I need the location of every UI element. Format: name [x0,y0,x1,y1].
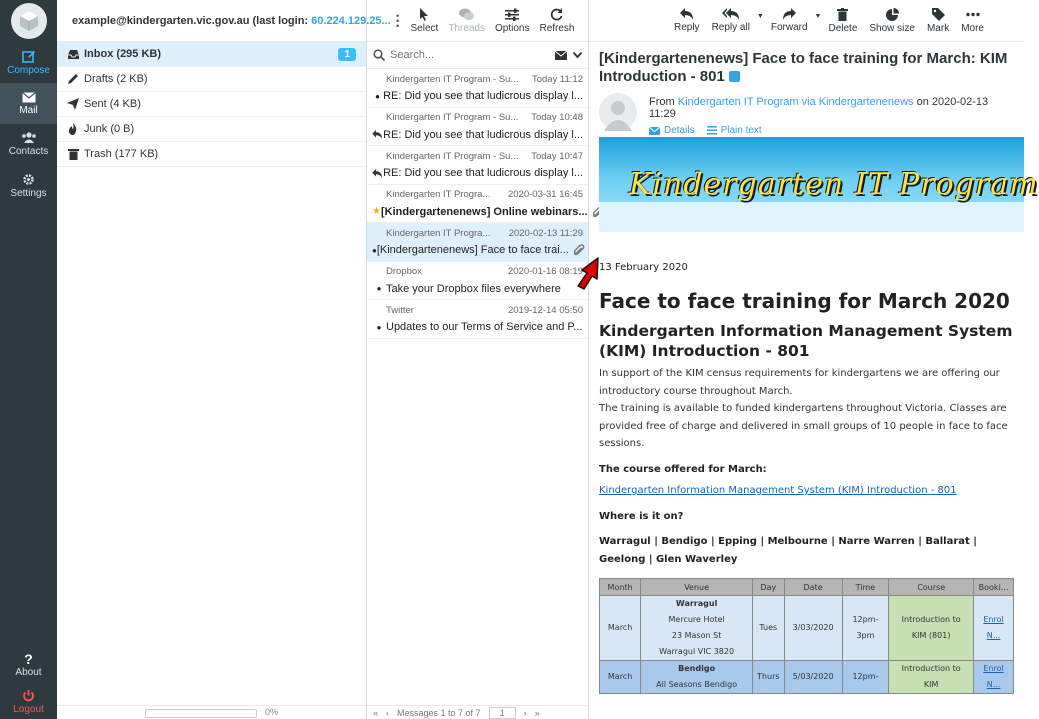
folder-name: Drafts [84,73,114,85]
pencil-icon [65,73,81,85]
message-subject: RE: Did you see that ludicrous display l... [383,167,583,179]
nav-mail[interactable] [0,83,57,124]
cell-day: Tues [753,596,784,661]
folder-size: (295 KB) [116,48,162,60]
cell-venue [641,661,753,694]
table-header: Booki... [974,579,1014,596]
message-status [372,284,386,293]
from-prefix: From [649,96,678,108]
plain-text-label: Plain text [720,125,762,136]
prev-page-icon[interactable]: ‹ [386,707,390,718]
account-menu-icon[interactable]: ⋮ [390,12,405,28]
last-page-icon[interactable]: » [534,707,540,718]
cell-booking [974,596,1014,661]
details-label: Details [664,125,695,136]
schedule-table [599,578,1014,694]
nav-settings-label: Settings [10,187,47,199]
mail-icon [22,92,36,103]
reply-all-button[interactable] [707,0,755,42]
show-size-label: Show size [869,22,915,34]
forward-button[interactable] [766,0,813,42]
next-page-icon[interactable]: › [523,707,527,718]
newsletter-date: 13 February 2020 [599,262,688,273]
message-date: 2020-03-31 16:45 [507,189,583,200]
course-heading: The course offered for March: [599,463,767,475]
table-header: Day [753,579,784,596]
cell-month: March [600,661,641,694]
cell-venue [641,596,753,661]
quota-footer [57,705,366,719]
message-status [372,323,386,332]
delete-button[interactable] [823,0,862,42]
last-login-prefix: (last login: [249,14,312,27]
folder-trash[interactable] [57,142,366,167]
venue-name: Bendigo [678,664,716,673]
nav-compose[interactable] [0,42,57,83]
folder-drafts[interactable] [57,67,366,92]
message-subject: RE: Did you see that ludicrous display l... [383,128,583,141]
unread-dot-icon[interactable]: ● [375,91,380,101]
course-link[interactable]: Kindergarten Information Management System (KIM) Introduction - 801 [599,485,957,496]
fire-icon [65,123,81,135]
venue-line: All Seasons Bendigo [656,680,738,689]
delete-label: Delete [828,22,858,34]
user-silhouette-icon [599,93,637,131]
message-list-item[interactable] [367,108,588,147]
select-label: Select [410,22,439,34]
table-header: Course [889,579,974,596]
refresh-icon [550,8,563,21]
reply-label: Reply [673,22,700,33]
cell-course: Introduction to KIM (801) [889,596,974,661]
quota-percent: 0% [265,707,279,717]
cell-month: March [600,596,641,661]
message-from: Kindergarten IT Program - Su... [386,150,519,162]
newsletter-banner [599,137,1039,232]
folder-name: Sent [84,98,107,110]
more-icon [966,8,980,21]
folder-sent[interactable] [57,92,366,117]
table-header: Venue [641,579,753,596]
pointer-icon [419,8,429,21]
nav-about-label: About [15,667,42,678]
message-subject: [Kindergartenenews] Online webinars... [380,205,588,218]
nav-logout-label: Logout [13,704,44,715]
star-icon[interactable]: ★ [372,206,381,217]
more-label: More [961,22,984,34]
reply-all-dropdown-icon[interactable]: ▼ [756,13,764,20]
cell-course: Introduction to KIM [889,661,974,694]
message-subject: Updates to our Terms of Service and P... [386,321,583,333]
banner-wave [599,202,1024,232]
contacts-icon [21,132,37,144]
power-icon [22,689,35,702]
message-list-pane [367,0,589,719]
message-status [372,92,383,101]
message-from: Kindergarten IT Progra... [386,227,491,239]
trash-icon [837,8,848,21]
folder-name: Inbox [84,48,114,60]
folder-size: (2 KB) [116,73,148,85]
message-subject: [Kindergartenenews] Face to face trai... [376,244,569,256]
details-link[interactable] [649,125,695,136]
threads-button[interactable] [443,0,490,42]
trash-icon [65,148,81,160]
cell-time: 12pm- [842,661,889,694]
compose-icon [22,49,36,63]
unread-count-badge: 1 [338,48,356,61]
sender-header [599,93,1014,137]
avatar [599,93,637,131]
quota-bar [145,709,257,718]
message-list-item[interactable] [367,69,588,108]
open-external-icon[interactable] [729,71,740,82]
reply-all-icon [722,8,740,20]
message-date: Today 10:47 [531,150,583,162]
unread-dot-icon[interactable]: ● [372,245,377,255]
unread-dot-icon[interactable]: ● [376,322,382,332]
message-count: Messages 1 to 7 of 7 [397,707,481,718]
message-status [372,169,383,178]
unread-dot-icon[interactable]: ● [376,284,382,293]
venue-line: Mercure Hotel [668,615,725,624]
forward-icon [782,8,796,20]
replied-icon [372,130,383,139]
message-date: 2019-12-14 05:50 [507,304,583,316]
message-list-item[interactable] [367,223,588,262]
forward-dropdown-icon[interactable]: ▼ [814,13,822,20]
show-size-button[interactable] [864,0,920,42]
message-subject [599,50,1014,86]
nav-contacts[interactable] [0,124,57,165]
gear-icon [22,173,35,186]
folder-junk[interactable] [57,117,366,142]
message-list-item[interactable] [367,146,588,185]
message-from: Kindergarten IT Progra... [386,189,491,200]
account-header [57,0,405,42]
preview-toolbar [589,0,1024,42]
envelope-icon[interactable] [555,51,567,60]
account-email: example@kindergarten.vic.gov.au [72,14,250,27]
cell-date: 5/03/2020 [784,661,842,694]
list-toolbar [367,0,588,42]
where-heading: Where is it on? [599,510,684,522]
paperclip-icon [573,244,584,256]
refresh-button[interactable] [534,0,579,42]
table-row [600,661,1014,694]
table-header: Time [842,579,889,596]
intro-text-1: In support of the KIM census requirements for kindergartens we are offering our introductory course throughout March. [599,368,1000,397]
plain-text-link[interactable] [707,125,762,136]
message-date: Today 10:48 [531,112,583,123]
search-icon [373,49,385,61]
message-date: 2020-01-16 08:19 [507,266,583,277]
tag-icon [932,8,945,21]
table-header: Month [600,579,641,596]
table-header: Date [784,579,842,596]
cell-booking [974,661,1014,694]
reply-icon [680,8,694,20]
nav-about[interactable] [0,644,57,685]
cell-day: Thurs [753,661,784,694]
venue-line: 23 Mason St [671,631,722,640]
nav-contacts-label: Contacts [8,146,49,157]
nav-compose-label: Compose [7,65,50,76]
message-date: Today 11:12 [531,73,583,85]
message-from: Kindergarten IT Program - Su... [386,73,519,85]
folder-name: Junk [84,123,108,135]
threads-icon [459,8,474,21]
message-list-item[interactable] [367,300,588,339]
folder-size: (0 B) [110,123,135,135]
message-from: Kindergarten IT Program - Su... [386,112,519,123]
options-label: Options [495,22,530,34]
reply-all-label: Reply all [711,22,750,33]
banner-text: Kindergarten IT Program [629,167,1039,202]
table-row [600,596,1014,661]
sender-link[interactable]: Kindergarten IT Program via Kindergartenenews [677,96,914,108]
message-body [589,42,1039,694]
pie-chart-icon [886,8,899,21]
app-navigation [0,0,57,719]
forward-label: Forward [770,22,808,33]
options-button[interactable] [490,0,534,42]
folder-size: (177 KB) [114,148,159,160]
intro-paragraph [599,365,1014,453]
message-list [367,69,588,339]
list-pager [367,705,588,719]
chevron-down-icon[interactable] [573,52,582,58]
intro-text-2: The training is available to funded kindergartens throughout Victoria. Classes are provided free of charge and delivered in small groups of 10 people in face to face sessions. [599,403,1008,449]
message-status [372,206,381,217]
venue-name: Warragul [675,599,718,608]
message-preview-pane [589,0,1039,719]
search-bar [367,42,588,69]
message-subject: Take your Dropbox files everywhere [386,282,561,295]
question-icon: ? [24,651,33,667]
inbox-icon [65,49,81,60]
folder-name: Trash [84,148,112,160]
message-date: 2020-02-13 11:29 [508,227,583,239]
newsletter-subtitle: Kindergarten Information Management System (KIM) Introduction - 801 [599,322,1013,360]
enrol-link[interactable]: Enrol N... [983,664,1004,689]
mouse-cursor-icon [576,256,600,290]
enrol-link[interactable]: Enrol N... [983,615,1004,640]
mark-button[interactable] [922,0,954,42]
replied-icon [372,169,383,178]
reply-button[interactable] [669,0,705,42]
nav-logout[interactable] [0,685,57,719]
first-page-icon[interactable]: « [373,707,379,718]
nav-settings[interactable] [0,165,57,206]
select-button[interactable] [406,0,444,42]
message-list-item[interactable] [367,262,588,301]
message-subject: RE: Did you see that ludicrous display l... [383,90,583,102]
message-list-item[interactable] [367,185,588,224]
newsletter-title: Face to face training for March 2020 [599,289,1010,313]
nav-mail-label: Mail [19,104,38,116]
venue-line: Warragul VIC 3820 [659,647,735,656]
search-input[interactable] [390,49,555,61]
locations-text: Warragul | Bendigo | Epping | Melbourne | Narre Warren | Ballarat | Geelong | Glen Waverley [599,536,977,565]
message-from: Dropbox [386,266,422,277]
folder-inbox[interactable] [57,42,366,67]
sliders-icon [505,8,519,21]
last-login-ip: 60.224.129.25... [311,14,391,27]
cell-date: 3/03/2020 [784,596,842,661]
more-button[interactable] [956,0,989,42]
envelope-icon [649,127,660,135]
sent-date: on 2020-02-13 11:29 [649,96,989,120]
message-subject-text: [Kindergartenenews] Face to face training for March: KIM Introduction - 801 [599,50,1008,85]
lines-icon [707,126,717,135]
app-logo[interactable] [0,0,57,42]
threads-label: Threads [448,22,485,34]
message-from: Twitter [386,304,414,316]
mark-label: Mark [926,22,950,34]
message-status [372,130,383,139]
refresh-label: Refresh [539,22,575,34]
newsletter-content [599,232,1014,694]
paper-plane-icon [65,98,81,110]
folder-size: (4 KB) [109,98,141,110]
cell-time: 12pm-3pm [842,596,889,661]
roundcube-logo-icon [10,2,48,40]
page-number-input[interactable]: 1 [489,707,516,719]
